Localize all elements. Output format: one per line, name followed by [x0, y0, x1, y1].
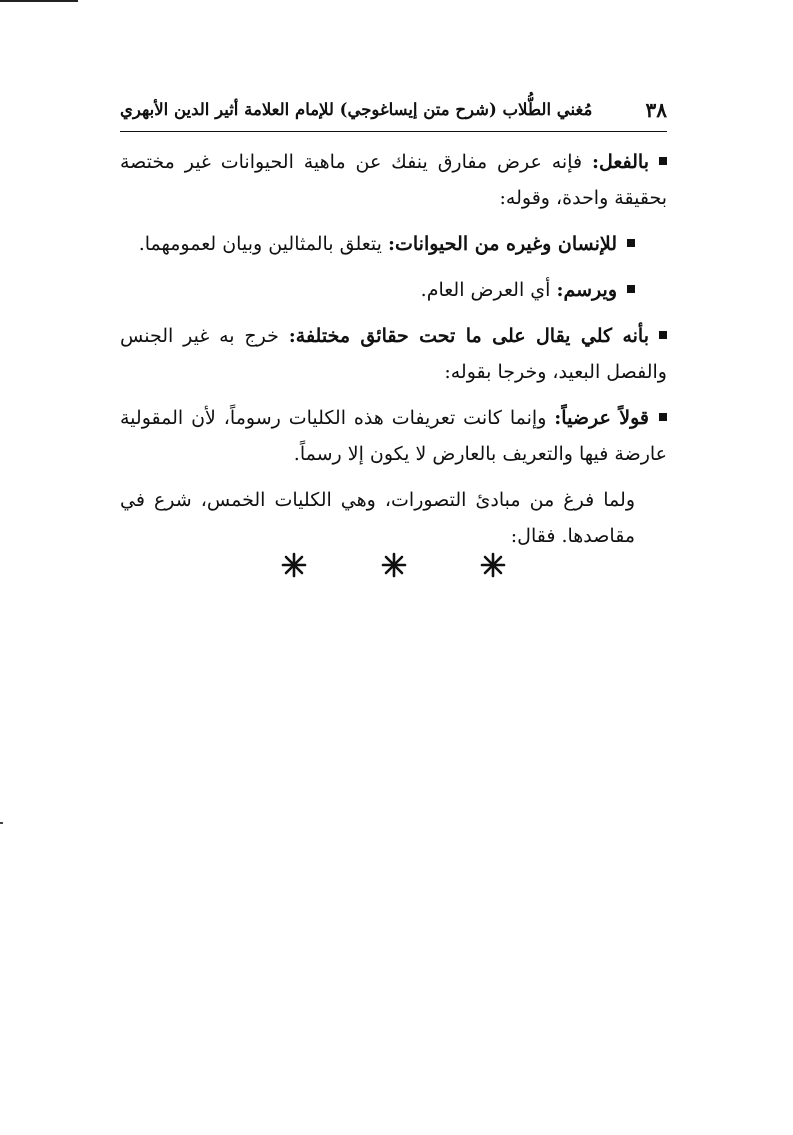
commentary-text: وإنما كانت تعريفات هذه الكليات رسوماً، لأن المقولية عارضة فيها والتعريف بالعارض لا يكون إلا رسماً.	[120, 407, 667, 465]
square-bullet-icon	[659, 331, 667, 339]
commentary-text: خرج به غير الجنس والفصل البعيد، وخرجا بقوله:	[120, 325, 667, 383]
section-divider	[120, 552, 667, 578]
square-bullet-icon	[627, 285, 635, 293]
commentary-paragraph	[120, 318, 667, 390]
square-bullet-icon	[659, 413, 667, 421]
page-body	[120, 144, 667, 564]
commentary-text: يتعلق بالمثالين وبيان لعمومهما.	[138, 233, 382, 255]
lemma: للإنسان وغيره من الحيوانات:	[387, 233, 617, 255]
commentary-paragraph	[120, 400, 667, 472]
lemma: بأنه كلي يقال على ما تحت حقائق مختلفة:	[288, 325, 650, 347]
header-rule	[120, 131, 667, 133]
scan-edge-dot	[0, 822, 3, 824]
flower-asterisk-icon	[281, 552, 307, 578]
flower-asterisk-icon	[381, 552, 407, 578]
flower-asterisk-icon	[480, 552, 506, 578]
square-bullet-icon	[627, 239, 635, 247]
page-header	[120, 92, 667, 132]
commentary-paragraph	[120, 144, 667, 216]
lemma: بالفعل:	[591, 151, 649, 173]
scan-edge-mark	[0, 0, 78, 2]
running-title: مُغني الطُّلاب (شرح متن إيساغوجي) للإمام العلامة أثير الدين الأبهري	[120, 100, 593, 119]
commentary-text: فإنه عرض مفارق ينفك عن ماهية الحيوانات غير مختصة بحقيقة واحدة، وقوله:	[120, 151, 667, 209]
page-number: ٣٨	[645, 98, 667, 122]
commentary-paragraph	[120, 272, 667, 308]
commentary-paragraph	[120, 226, 667, 262]
closing-paragraph: ولما فرغ من مبادئ التصورات، وهي الكليات الخمس، شرع في مقاصدها. فقال:	[120, 489, 635, 547]
lemma: ويرسم:	[556, 279, 617, 301]
square-bullet-icon	[659, 157, 667, 165]
lemma: قولاً عرضياً:	[554, 407, 650, 429]
commentary-text: أي العرض العام.	[420, 279, 551, 301]
